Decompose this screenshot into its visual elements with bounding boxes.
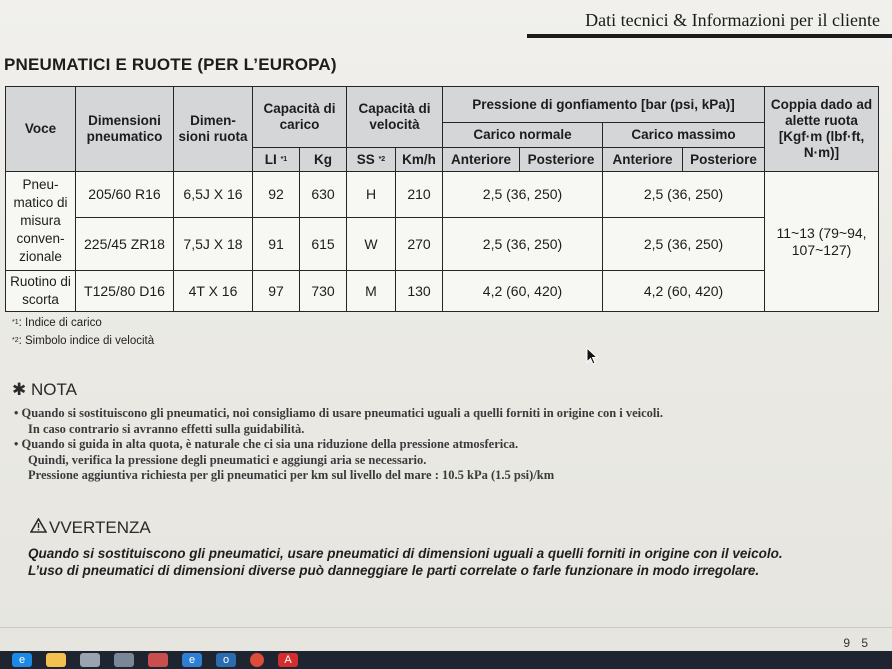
cell-kg: 615 [300,218,347,271]
header-li: LI $^{*1}$ [253,148,300,172]
section-title: PNEUMATICI E RUOTE (PER L’EUROPA) [4,55,337,74]
footnotes [12,314,154,350]
header-voce: Voce [6,87,76,172]
cell-pressione-normale: 2,5 (36, 250) [443,218,603,271]
cell-dim-ruota: 4T X 16 [174,271,253,312]
chrome-icon[interactable] [250,653,264,667]
footnote-mark-1: *1 [280,155,288,163]
nota-line: In caso contrario si avranno effetti sulla guidabilità. [28,421,305,436]
header-anteriore: Anteriore [443,148,520,172]
nota-body [14,406,663,484]
avvertenza-line: L’uso di pneumatici di dimensioni diverse può danneggiare le parti correlate o farle funzionare in modo irregolare. [28,563,760,578]
cell-pressione-massimo: 4,2 (60, 420) [603,271,765,312]
footnote: $^{*2}$: Simbolo indice di velocità [12,335,155,347]
cell-ss: M [347,271,396,312]
cell-pressione-massimo: 2,5 (36, 250) [603,172,765,218]
header-capacita-carico: Capacità di carico [253,87,347,148]
row-label-scorta: Ruotino di scorta [6,271,76,312]
cell-li: 97 [253,271,300,312]
cell-kmh: 270 [396,218,443,271]
header-ss: SS $^{*2}$ [347,148,396,172]
store-icon[interactable] [80,653,100,667]
header-carico-massimo: Carico massimo [603,123,765,148]
media-icon[interactable] [114,653,134,667]
nota-line: • Quando si guida in alta quota, è naturale che ci sia una riduzione della pressione atmosferica. [14,437,519,451]
cell-pressione-normale: 2,5 (36, 250) [443,172,603,218]
footnote: $^{*1}$: Indice di carico [12,317,102,329]
cell-ss: H [347,172,396,218]
cell-dim-pneumatico: T125/80 D16 [76,271,174,312]
cell-dim-ruota: 7,5J X 18 [174,218,253,271]
header-anteriore: Anteriore [603,148,683,172]
page-number: 9 5 [843,636,872,650]
header-carico-normale: Carico normale [443,123,603,148]
cell-li: 91 [253,218,300,271]
cell-coppia: 11~13 (79~94, 107~127) [765,172,879,312]
table-row [6,172,879,218]
file-explorer-icon[interactable] [46,653,66,667]
header-coppia: Coppia dado ad alette ruota [Kgf·m (lbf·ft, N·m)] [765,87,879,172]
warning-triangle-icon [30,518,47,538]
table-row [6,218,879,271]
acrobat-icon[interactable]: A [278,653,298,667]
header-title: Dati tecnici & Informazioni per il cliente [585,10,880,30]
nota-line: Pressione aggiuntiva richiesta per gli pneumatici per km sul livello del mare : 10.5 kPa (1.5 psi)/km [28,468,555,482]
avvertenza-title: VVERTENZA [30,518,151,538]
cell-li: 92 [253,172,300,218]
taskbar [0,651,892,669]
header-capacita-velocita: Capacità di velocità [347,87,443,148]
cell-kmh: 130 [396,271,443,312]
cell-kmh: 210 [396,172,443,218]
header-pressione: Pressione di gonfiamento [bar (psi, kPa)] [443,87,765,123]
cell-pressione-normale: 4,2 (60, 420) [443,271,603,312]
cell-ss: W [347,218,396,271]
cell-pressione-massimo: 2,5 (36, 250) [603,218,765,271]
footnote-mark-2: *2 [378,155,386,163]
row-label-convenzionale: Pneu-matico di misura conven-zionale [6,172,76,271]
nota-title: ✱ NOTA [12,380,77,399]
cell-dim-pneumatico: 225/45 ZR18 [76,218,174,271]
table-row [6,271,879,312]
tire-spec-table [5,86,879,312]
header-kg: Kg [300,148,347,172]
header-rule [527,34,892,38]
header-posteriore: Posteriore [683,148,765,172]
header-dimensioni-pneumatico: Dimensioni pneumatico [76,87,174,172]
photos-icon[interactable] [148,653,168,667]
edge-icon[interactable]: e [182,653,202,667]
avvertenza-body [28,545,783,579]
header-posteriore: Posteriore [520,148,603,172]
cell-dim-pneumatico: 205/60 R16 [76,172,174,218]
page-bottom-rule [0,627,892,628]
header-kmh: Km/h [396,148,443,172]
nota-line: Quindi, verifica la pressione degli pneumatici e aggiungi aria se necessario. [28,452,427,467]
mouse-cursor-icon [586,347,598,365]
cell-dim-ruota: 6,5J X 16 [174,172,253,218]
cell-kg: 630 [300,172,347,218]
outlook-icon[interactable]: o [216,653,236,667]
header-dimensioni-ruota: Dimen-sioni ruota [174,87,253,172]
nota-line: • Quando si sostituiscono gli pneumatici, noi consigliamo di usare pneumatici uguali a quelli forniti in origine con i veicoli. [14,406,664,420]
ie-icon[interactable]: e [12,653,32,667]
cell-kg: 730 [300,271,347,312]
avvertenza-line: Quando si sostituiscono gli pneumatici, usare pneumatici di dimensioni uguali a quelli forniti in origine con il veicolo. [28,546,783,561]
